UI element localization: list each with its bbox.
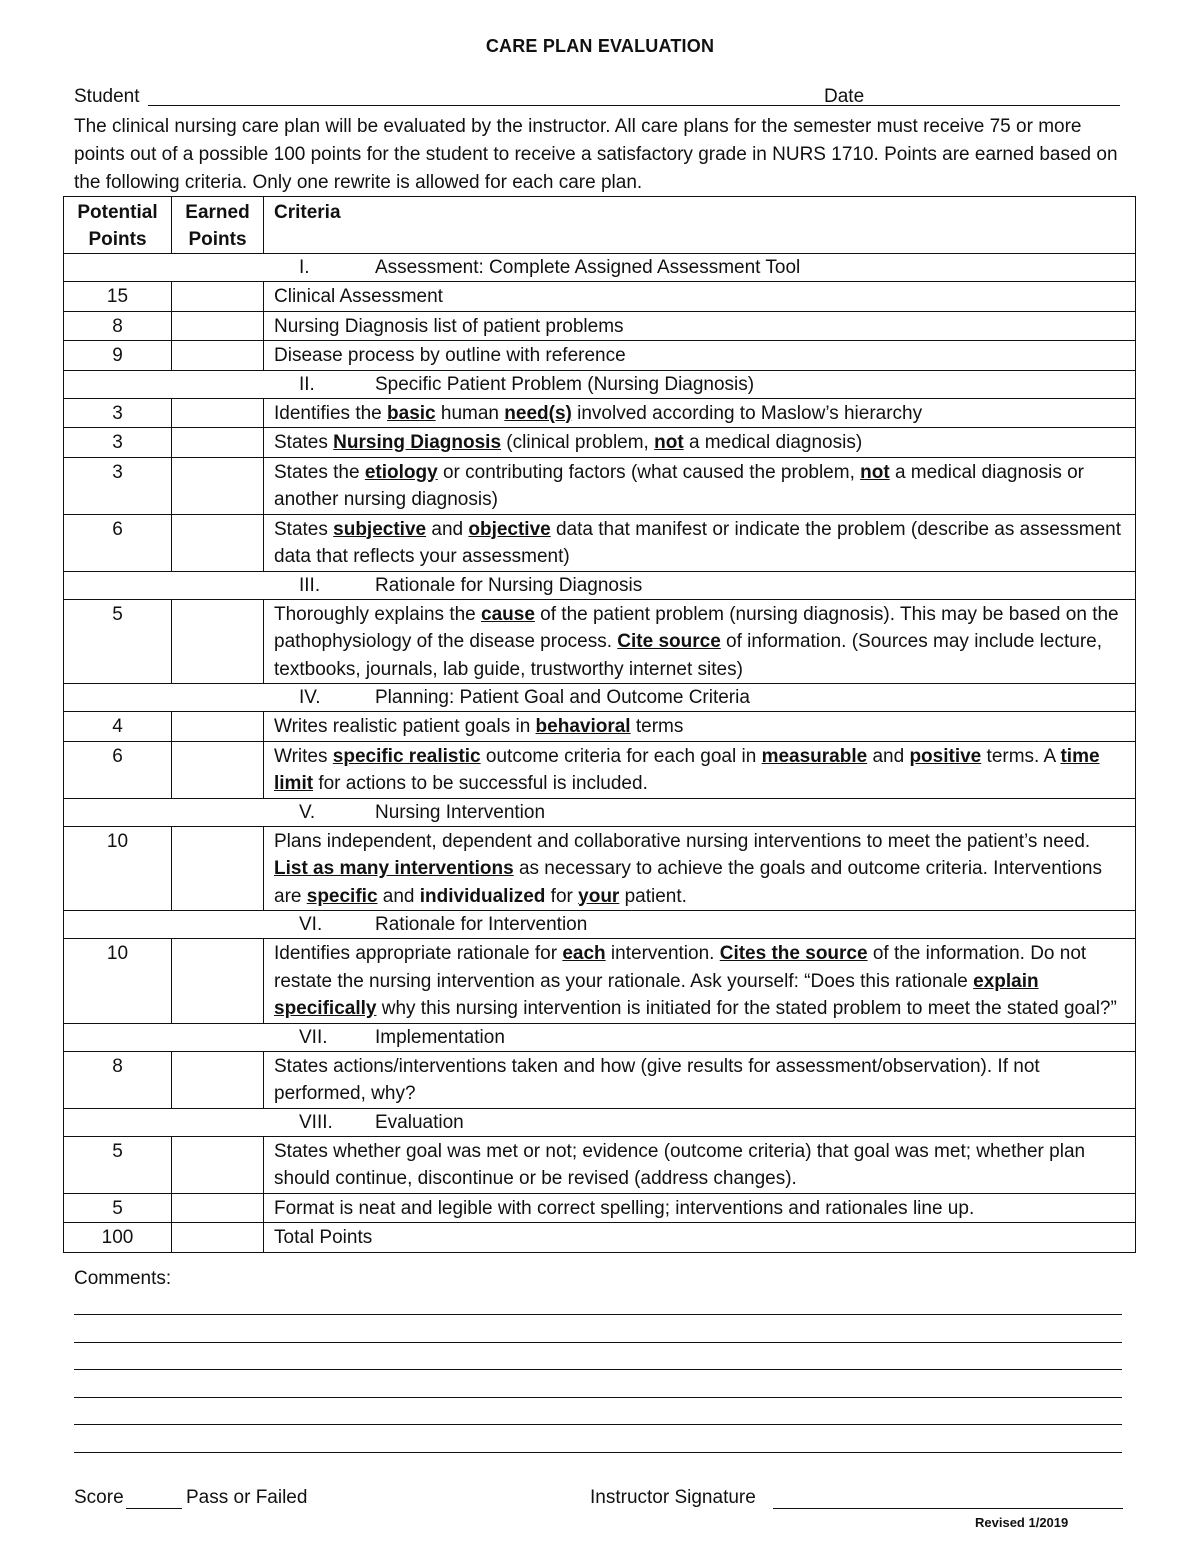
potential-points-cell: 8 — [64, 311, 172, 341]
section-number: I. — [299, 257, 310, 278]
earned-points-cell[interactable] — [172, 1223, 264, 1253]
section-row — [64, 798, 1136, 826]
section-title: Implementation — [375, 1026, 505, 1048]
section-heading — [64, 571, 1136, 599]
section-number: III. — [299, 574, 321, 596]
section-heading — [64, 798, 1136, 826]
section-row — [64, 1108, 1136, 1136]
comment-line[interactable] — [74, 1424, 1122, 1425]
col-potential-points: Potential Points — [64, 197, 172, 254]
potential-points-cell: 8 — [64, 1051, 172, 1108]
emphasis-text: specific realistic — [332, 745, 481, 767]
section-number: V. — [299, 801, 316, 823]
table-row — [64, 826, 1136, 911]
earned-points-cell[interactable] — [172, 514, 264, 571]
table-row — [64, 741, 1136, 798]
criteria-cell: States actions/interventions taken and how (give results for assessment/observation). If not performed, why? — [264, 1051, 1136, 1108]
emphasis-text: specific — [306, 885, 378, 907]
section-row — [64, 911, 1136, 939]
page-title: CARE PLAN EVALUATION — [485, 36, 715, 56]
emphasis-text: objective — [468, 518, 551, 540]
criteria-cell: Disease process by outline with reference — [264, 341, 1136, 371]
emphasis-text: subjective — [333, 518, 427, 540]
col-criteria: Criteria — [264, 197, 1136, 254]
section-heading — [64, 370, 1136, 398]
instructor-signature-label: Instructor Signature — [590, 1487, 756, 1508]
potential-points-cell: 6 — [64, 514, 172, 571]
criteria-cell: Thoroughly explains the cause of the patient problem (nursing diagnosis). This may be based on the pathophysiology of the disease process. Cite source of information. (Sources may include lecture, textbooks, journals, lab guide, trustworthy internet sites) — [264, 599, 1136, 684]
section-number: VII. — [299, 1026, 328, 1048]
section-number: VI. — [299, 914, 323, 935]
criteria-cell: Nursing Diagnosis list of patient problems — [264, 311, 1136, 341]
date-field[interactable] — [874, 86, 1120, 106]
potential-points-cell: 100 — [64, 1223, 172, 1253]
student-date-row — [74, 86, 1124, 110]
criteria-cell: States the etiology or contributing factors (what caused the problem, not a medical diagnosis or another nursing diagnosis) — [264, 457, 1136, 514]
criteria-cell: Total Points — [264, 1223, 1136, 1253]
criteria-cell: Clinical Assessment — [264, 282, 1136, 312]
earned-points-cell[interactable] — [172, 311, 264, 341]
table-row — [64, 282, 1136, 312]
potential-points-cell: 9 — [64, 341, 172, 371]
criteria-cell: States Nursing Diagnosis (clinical problem, not a medical diagnosis) — [264, 428, 1136, 458]
comment-line[interactable] — [74, 1452, 1122, 1453]
emphasis-text: Cite source — [617, 631, 721, 652]
emphasis-text: time limit — [274, 745, 1100, 794]
criteria-cell: Writes specific realistic outcome criteria for each goal in measurable and positive terms. A time limit for actions to be successful is included. — [264, 741, 1136, 798]
potential-points-cell: 5 — [64, 599, 172, 684]
comment-line[interactable] — [74, 1342, 1122, 1343]
emphasis-text: measurable — [761, 745, 868, 767]
table-row — [64, 457, 1136, 514]
earned-points-cell[interactable] — [172, 341, 264, 371]
pass-or-failed-label: Pass or Failed — [186, 1487, 308, 1508]
criteria-cell: Identifies appropriate rationale for each intervention. Cites the source of the information. Do not restate the nursing intervention as your rationale. Ask yourself: “Does this rationale explain specifically why this nursing intervention is initiated for the stated problem to meet the stated goal?” — [264, 939, 1136, 1024]
score-label: Score — [74, 1487, 124, 1508]
section-number: VIII. — [299, 1111, 333, 1133]
earned-points-cell[interactable] — [172, 282, 264, 312]
date-label: Date — [824, 86, 865, 107]
emphasis-text: positive — [909, 745, 982, 767]
earned-points-cell[interactable] — [172, 457, 264, 514]
score-field[interactable] — [126, 1487, 182, 1509]
emphasis-text: Nursing Diagnosis — [333, 432, 502, 453]
emphasis-text: need(s) — [504, 402, 572, 424]
section-title: Evaluation — [375, 1111, 464, 1133]
table-row — [64, 1223, 1136, 1253]
emphasis-text: cause — [481, 603, 535, 625]
section-number: IV. — [299, 687, 321, 708]
earned-points-cell[interactable] — [172, 1051, 264, 1108]
emphasis-text: behavioral — [535, 716, 631, 737]
section-title: Rationale for Intervention — [375, 914, 588, 935]
potential-points-cell: 5 — [64, 1136, 172, 1193]
section-heading — [64, 684, 1136, 712]
section-title: Nursing Intervention — [375, 801, 546, 823]
earned-points-cell[interactable] — [172, 939, 264, 1024]
comment-line[interactable] — [74, 1397, 1122, 1398]
bold-text: individualized — [419, 885, 546, 907]
emphasis-text: Cites the source — [719, 943, 868, 964]
earned-points-cell[interactable] — [172, 826, 264, 911]
emphasis-text: not — [860, 461, 890, 483]
earned-points-cell[interactable] — [172, 712, 264, 742]
comment-line[interactable] — [74, 1369, 1122, 1370]
earned-points-cell[interactable] — [172, 428, 264, 458]
student-field[interactable] — [148, 86, 890, 106]
emphasis-text: basic — [387, 402, 436, 424]
emphasis-text: each — [562, 943, 606, 964]
footer — [74, 1487, 1134, 1513]
section-number: II. — [299, 373, 315, 395]
comment-line[interactable] — [74, 1314, 1122, 1315]
section-heading — [64, 254, 1136, 282]
table-row — [64, 428, 1136, 458]
table-row — [64, 1193, 1136, 1223]
col-earned-points: Earned Points — [172, 197, 264, 254]
potential-points-cell: 3 — [64, 457, 172, 514]
criteria-table — [63, 196, 1136, 1253]
potential-points-cell: 3 — [64, 428, 172, 458]
criteria-cell: Identifies the basic human need(s) involved according to Maslow’s hierarchy — [264, 398, 1136, 428]
section-row — [64, 571, 1136, 599]
emphasis-text: explain specifically — [274, 970, 1039, 1019]
section-heading — [64, 1108, 1136, 1136]
criteria-cell: Plans independent, dependent and collaborative nursing interventions to meet the patient’s need. List as many interventions as necessary to achieve the goals and outcome criteria. Interventions are specific and individualized for your patient. — [264, 826, 1136, 911]
criteria-cell: Writes realistic patient goals in behavioral terms — [264, 712, 1136, 742]
earned-points-cell[interactable] — [172, 599, 264, 684]
section-title: Assessment: Complete Assigned Assessment Tool — [375, 257, 801, 278]
potential-points-cell: 10 — [64, 826, 172, 911]
criteria-rows — [64, 254, 1136, 1253]
potential-points-cell: 4 — [64, 712, 172, 742]
table-row — [64, 1051, 1136, 1108]
earned-points-cell[interactable] — [172, 1193, 264, 1223]
criteria-cell: States subjective and objective data that manifest or indicate the problem (describe as assessment data that reflects your assessment) — [264, 514, 1136, 571]
table-row — [64, 712, 1136, 742]
table-row — [64, 398, 1136, 428]
revised-date: Revised 1/2019 — [975, 1515, 1069, 1530]
section-title: Specific Patient Problem (Nursing Diagnosis) — [375, 373, 755, 395]
section-row — [64, 370, 1136, 398]
table-row — [64, 514, 1136, 571]
potential-points-cell: 3 — [64, 398, 172, 428]
table-row — [64, 311, 1136, 341]
potential-points-cell: 6 — [64, 741, 172, 798]
potential-points-cell: 15 — [64, 282, 172, 312]
student-label: Student — [74, 86, 140, 107]
section-title: Planning: Patient Goal and Outcome Criteria — [375, 687, 750, 708]
earned-points-cell[interactable] — [172, 741, 264, 798]
table-row — [64, 1136, 1136, 1193]
instructor-signature-field[interactable] — [773, 1487, 1123, 1509]
criteria-cell: Format is neat and legible with correct spelling; interventions and rationales line up. — [264, 1193, 1136, 1223]
emphasis-text: etiology — [364, 461, 438, 483]
earned-points-cell[interactable] — [172, 1136, 264, 1193]
potential-points-cell: 5 — [64, 1193, 172, 1223]
emphasis-text: your — [578, 885, 620, 907]
section-row — [64, 684, 1136, 712]
criteria-cell: States whether goal was met or not; evidence (outcome criteria) that goal was met; whether plan should continue, discontinue or be revised (address changes). — [264, 1136, 1136, 1193]
table-row — [64, 939, 1136, 1024]
section-heading — [64, 911, 1136, 939]
section-row — [64, 254, 1136, 282]
table-row — [64, 341, 1136, 371]
potential-points-cell: 10 — [64, 939, 172, 1024]
section-title: Rationale for Nursing Diagnosis — [375, 574, 643, 596]
section-row — [64, 1023, 1136, 1051]
section-heading — [64, 1023, 1136, 1051]
table-row — [64, 599, 1136, 684]
emphasis-text: List as many interventions — [274, 858, 514, 879]
earned-points-cell[interactable] — [172, 398, 264, 428]
comments-label: Comments: — [74, 1268, 172, 1289]
intro-text: The clinical nursing care plan will be evaluated by the instructor. All care plans for the semester must receive 75 or more points out of a possible 100 points for the student to receive a satisfactory grade in NURS 1710. Points are earned based on the following criteria. Only one rewrite is allowed for each care plan. — [74, 116, 1118, 193]
emphasis-text: not — [654, 432, 684, 453]
